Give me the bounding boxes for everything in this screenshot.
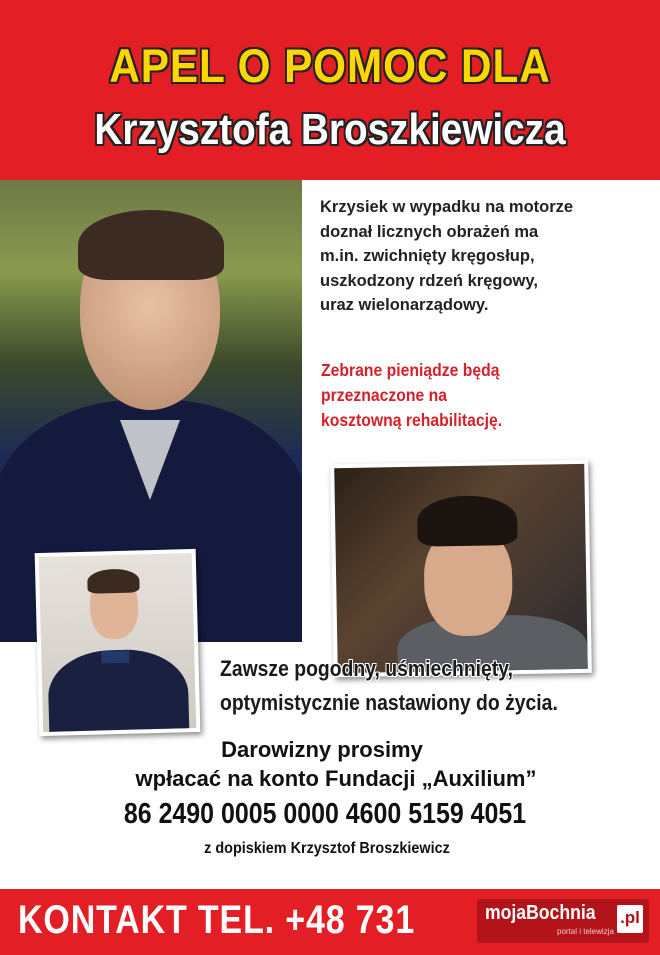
- logo-tagline: portal i telewizja: [557, 927, 614, 936]
- bow-tie: [101, 651, 129, 664]
- appeal-title: APEL O POMOC DLA: [109, 39, 551, 92]
- person-name: Krzysztofa Broszkiewicza: [94, 105, 566, 154]
- personality-quote: Zawsze pogodny, uśmiechnięty, optymistycznie nastawiony do życia.: [220, 656, 558, 715]
- contact-phone: KONTAKT TEL. +48 731: [18, 898, 416, 942]
- logo-name: mojaBochnia: [485, 902, 596, 924]
- funds-purpose: Zebrane pieniądze będą przeznaczone na kosztowną rehabilitację.: [321, 360, 503, 430]
- smiling-photo: [330, 460, 592, 677]
- mojabochnia-logo[interactable]: [477, 899, 649, 943]
- logo-tld: .pl: [617, 905, 643, 933]
- header-banner: [0, 0, 660, 180]
- formal-suit-photo: [35, 549, 201, 736]
- bank-account-number: 86 2490 0005 0000 4600 5159 4051: [123, 798, 527, 830]
- transfer-note: z dopiskiem Krzysztof Broszkiewicz: [204, 840, 450, 857]
- footer-banner: [0, 889, 660, 955]
- donation-request: Darowizny prosimy: [221, 737, 423, 762]
- donation-foundation: wpłacać na konto Fundacji „Auxilium”: [135, 766, 537, 791]
- accident-description: Krzysiek w wypadku na motorze doznał licznych obrażeń ma m.in. zwichnięty kręgosłup, uszkodzony rdzeń kręgowy, uraz wielonarządowy.: [320, 198, 574, 314]
